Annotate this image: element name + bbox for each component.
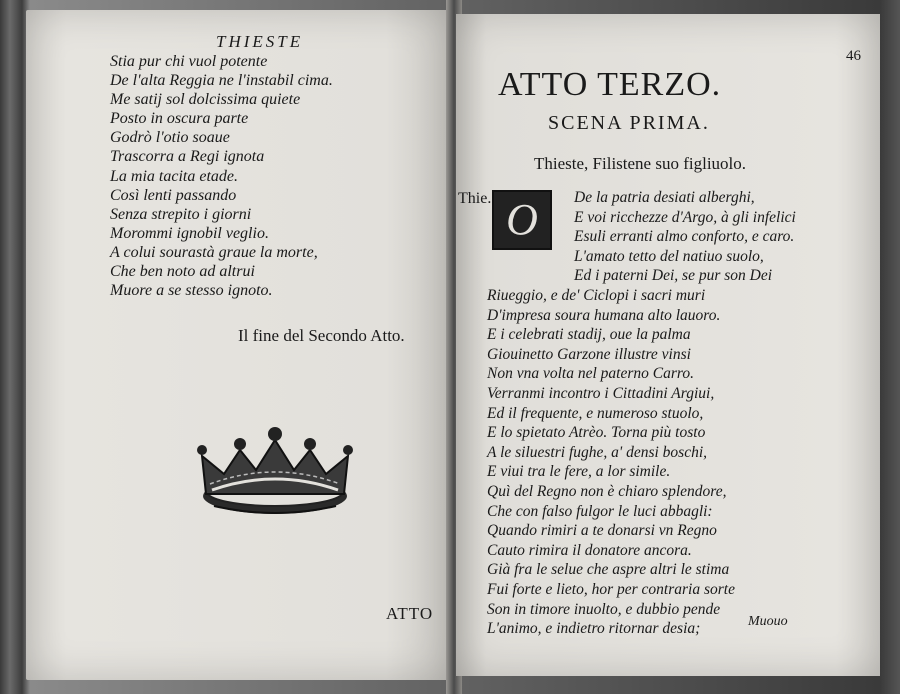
verse-line: A colui sourastà graue la morte, [110,243,318,261]
verse-line: Senza strepito i giorni [110,205,252,223]
folio-number: 46 [846,48,861,64]
verse-line: Quì del Regno non è chiaro splendore, [487,482,727,500]
verse-line: Muore a se stesso ignoto. [110,282,273,300]
verse-line: D'impresa soura humana alto lauoro. [487,306,721,324]
verse-line: Me satij sol dolcissima quiete [110,91,301,109]
verse-line: Cauto rimira il donatore ancora. [487,541,692,559]
verse-line: Posto in oscura parte [110,110,249,128]
verse-line: E lo spietato Atrèo. Torna più tosto [487,424,706,442]
verse-line: Ed i paterni Dei, se pur son Dei [574,267,773,285]
verse-line: Riueggio, e de' Ciclopi i sacri muri [487,287,706,304]
dramatis-personae: Thieste, Filistene suo figliuolo. [534,154,747,173]
verse-line: Così lenti passando [110,186,237,204]
verse-line: De la patria desiati alberghi, [574,189,755,206]
verse-line: Non vna volta nel paterno Carro. [487,365,694,383]
verse-line: Ed il frequente, e numeroso stuolo, [487,404,704,422]
verse-line: E i celebrati stadij, oue la palma [487,326,691,344]
verse-line: Verranmi incontro i Cittadini Argiui, [487,384,715,402]
verse-line: Son in timore inuolto, e dubbio pende [487,600,721,618]
verse-line: Che con falso fulgor le luci abbagli: [487,502,713,520]
right-verses [487,286,735,639]
verse-line: Trascorra a Regi ignota [110,148,265,166]
verse-line: E voi ricchezze d'Argo, à gli infelici [574,208,796,226]
indented-verses [574,188,796,286]
scene-title: SCENA PRIMA. [548,112,710,134]
verse-line: Già fra le selue che aspre altri le stima [487,561,730,579]
left-verses [110,52,333,300]
verse-line: Godrò l'otio soaue [110,129,230,147]
verse-line: La mia tacita etade. [110,167,238,185]
verse-line: Che ben noto ad altrui [110,263,255,281]
initial-letter: O [506,195,538,244]
verse-line: De l'alta Reggia ne l'instabil cima. [110,72,333,90]
speaker-label: Thie. [458,190,492,207]
verse-line: Morommi ignobil veglio. [110,224,269,242]
right-page [456,14,880,676]
verse-line: Esuli erranti almo conforto, e caro. [574,228,795,246]
left-page [26,10,450,680]
act-end-note: Il fine del Secondo Atto. [238,326,405,345]
verse-line: Giouinetto Garzone illustre vinsi [487,345,691,363]
verse-line: A le siluestri fughe, a' densi boschi, [487,443,708,461]
act-title: ATTO TERZO. [498,66,722,103]
verse-line: E viui tra le fere, a lor simile. [487,463,671,481]
verse-line: L'amato tetto del natiuo suolo, [574,247,764,265]
verse-line: L'animo, e indietro ritornar desia; [487,620,701,638]
crown-ornament-icon [194,420,356,520]
verse-line: Stia pur chi vuol potente [110,53,268,70]
catchword: ATTO [386,604,434,623]
catchword: Muouo [748,614,788,629]
running-head: THIESTE [216,32,304,51]
decorated-initial-icon [492,190,552,250]
verse-line: Fui forte e lieto, hor per contraria sorte [487,580,735,598]
verse-line: Quando rimiri a te donarsi vn Regno [487,522,717,540]
